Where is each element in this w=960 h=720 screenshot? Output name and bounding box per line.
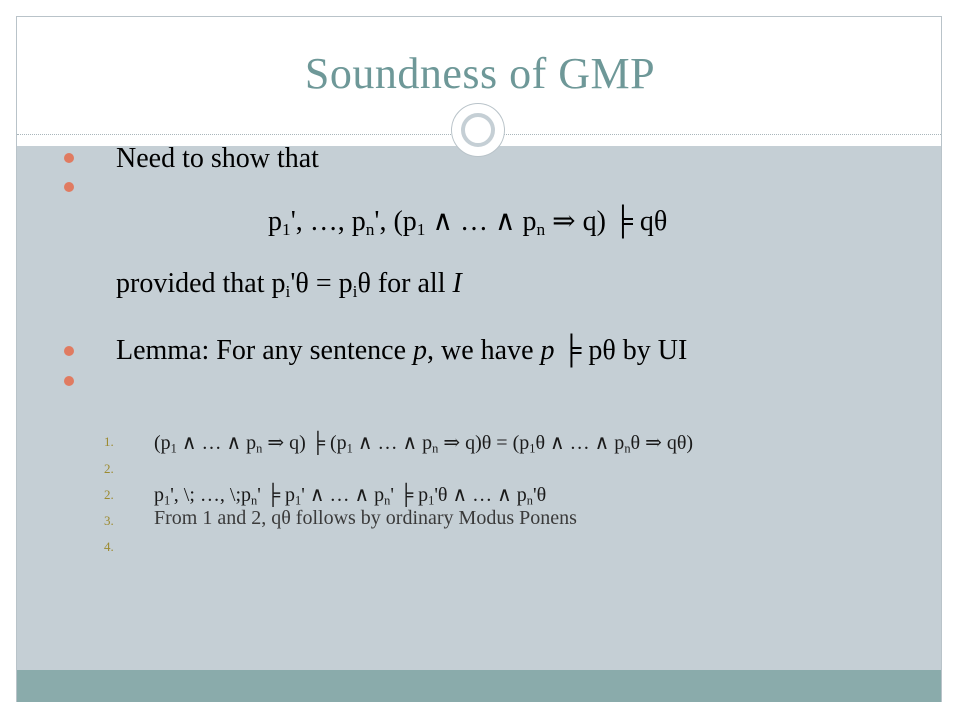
bullet-dot: [64, 153, 74, 163]
step-sub: 1: [428, 493, 435, 508]
step-part: ∧ … ∧ p: [176, 432, 257, 454]
lemma-line: [116, 335, 687, 367]
lemma-part: pθ by UI: [581, 335, 688, 366]
step-part: 'θ: [532, 484, 547, 506]
provided-sub: i: [285, 282, 291, 302]
provided-part: θ for all: [357, 268, 453, 299]
step-sub: n: [256, 441, 263, 456]
step-sub: 1: [529, 441, 536, 456]
formula-part: ', (p: [374, 206, 417, 237]
ring-inner: [461, 113, 495, 147]
formula-part: ⇒ q): [545, 206, 606, 237]
step-part: ∧ … ∧ p: [352, 432, 433, 454]
turnstile-symbol: ╞: [310, 432, 325, 454]
bullet-need-to-show: Need to show that: [116, 143, 319, 174]
step-1: [154, 430, 693, 457]
step-part: p: [413, 484, 429, 506]
step-sub: n: [251, 493, 258, 508]
formula-part: p: [268, 206, 282, 237]
lemma-part: , we have: [427, 335, 541, 366]
turnstile-symbol: ╞: [561, 335, 582, 366]
slide-title: Soundness of GMP: [304, 49, 656, 98]
formula-part: ', …, p: [290, 206, 366, 237]
step-part: 'θ ∧ … ∧ p: [434, 484, 527, 506]
step-part: ' ∧ … ∧ p: [301, 484, 385, 506]
provided-italic: I: [452, 268, 462, 299]
step-part: ', \; …, \;p: [170, 484, 252, 506]
list-number: 2.: [104, 487, 114, 502]
step-sub: 1: [164, 493, 171, 508]
provided-line: [116, 268, 462, 302]
step-sub: 1: [170, 441, 177, 456]
step-sub: n: [624, 441, 631, 456]
step-sub: n: [526, 493, 533, 508]
step-part: θ ⇒ qθ): [630, 432, 694, 454]
footer-bar: [17, 670, 941, 702]
lemma-italic: p: [413, 335, 428, 366]
decorative-ring-icon: [452, 104, 504, 156]
turnstile-symbol: ╞: [612, 206, 633, 237]
turnstile-symbol: ╞: [265, 484, 281, 506]
step-part: ⇒ q)θ = (p: [438, 432, 530, 454]
formula-sub: 1: [416, 220, 426, 240]
turnstile-symbol: ╞: [398, 484, 414, 506]
formula-sub: 1: [282, 220, 291, 240]
step-part: ': [257, 484, 266, 506]
list-number: 1.: [104, 434, 114, 449]
lemma-part: Lemma: For any sentence: [116, 335, 414, 366]
provided-sub: i: [352, 282, 358, 302]
step-3: From 1 and 2, qθ follows by ordinary Modus Ponens: [154, 507, 577, 529]
bullet-dot: [64, 182, 74, 192]
provided-part: 'θ = p: [290, 268, 353, 299]
formula-part: ∧ … ∧ p: [425, 206, 537, 237]
step-sub: n: [384, 493, 391, 508]
step-sub: 1: [346, 441, 353, 456]
list-number: 2.: [104, 461, 114, 476]
bullet-dot: [64, 376, 74, 386]
formula-line: [268, 204, 667, 240]
provided-part: provided that p: [116, 268, 286, 299]
step-part: (p: [154, 432, 171, 454]
lemma-italic: p: [540, 335, 555, 366]
list-number: 3.: [104, 513, 114, 528]
step-part: (p: [324, 432, 347, 454]
list-number: 4.: [104, 539, 114, 554]
step-part: p: [154, 484, 164, 506]
step-part: ⇒ q): [262, 432, 311, 454]
bullet-dot: [64, 346, 74, 356]
formula-sub: n: [365, 220, 375, 240]
step-part: ': [390, 484, 399, 506]
formula-part: qθ: [632, 206, 668, 237]
step-2: [154, 482, 546, 509]
formula-sub: n: [536, 220, 546, 240]
step-sub: 1: [295, 493, 302, 508]
step-part: p: [280, 484, 296, 506]
step-sub: n: [432, 441, 439, 456]
step-part: θ ∧ … ∧ p: [535, 432, 625, 454]
